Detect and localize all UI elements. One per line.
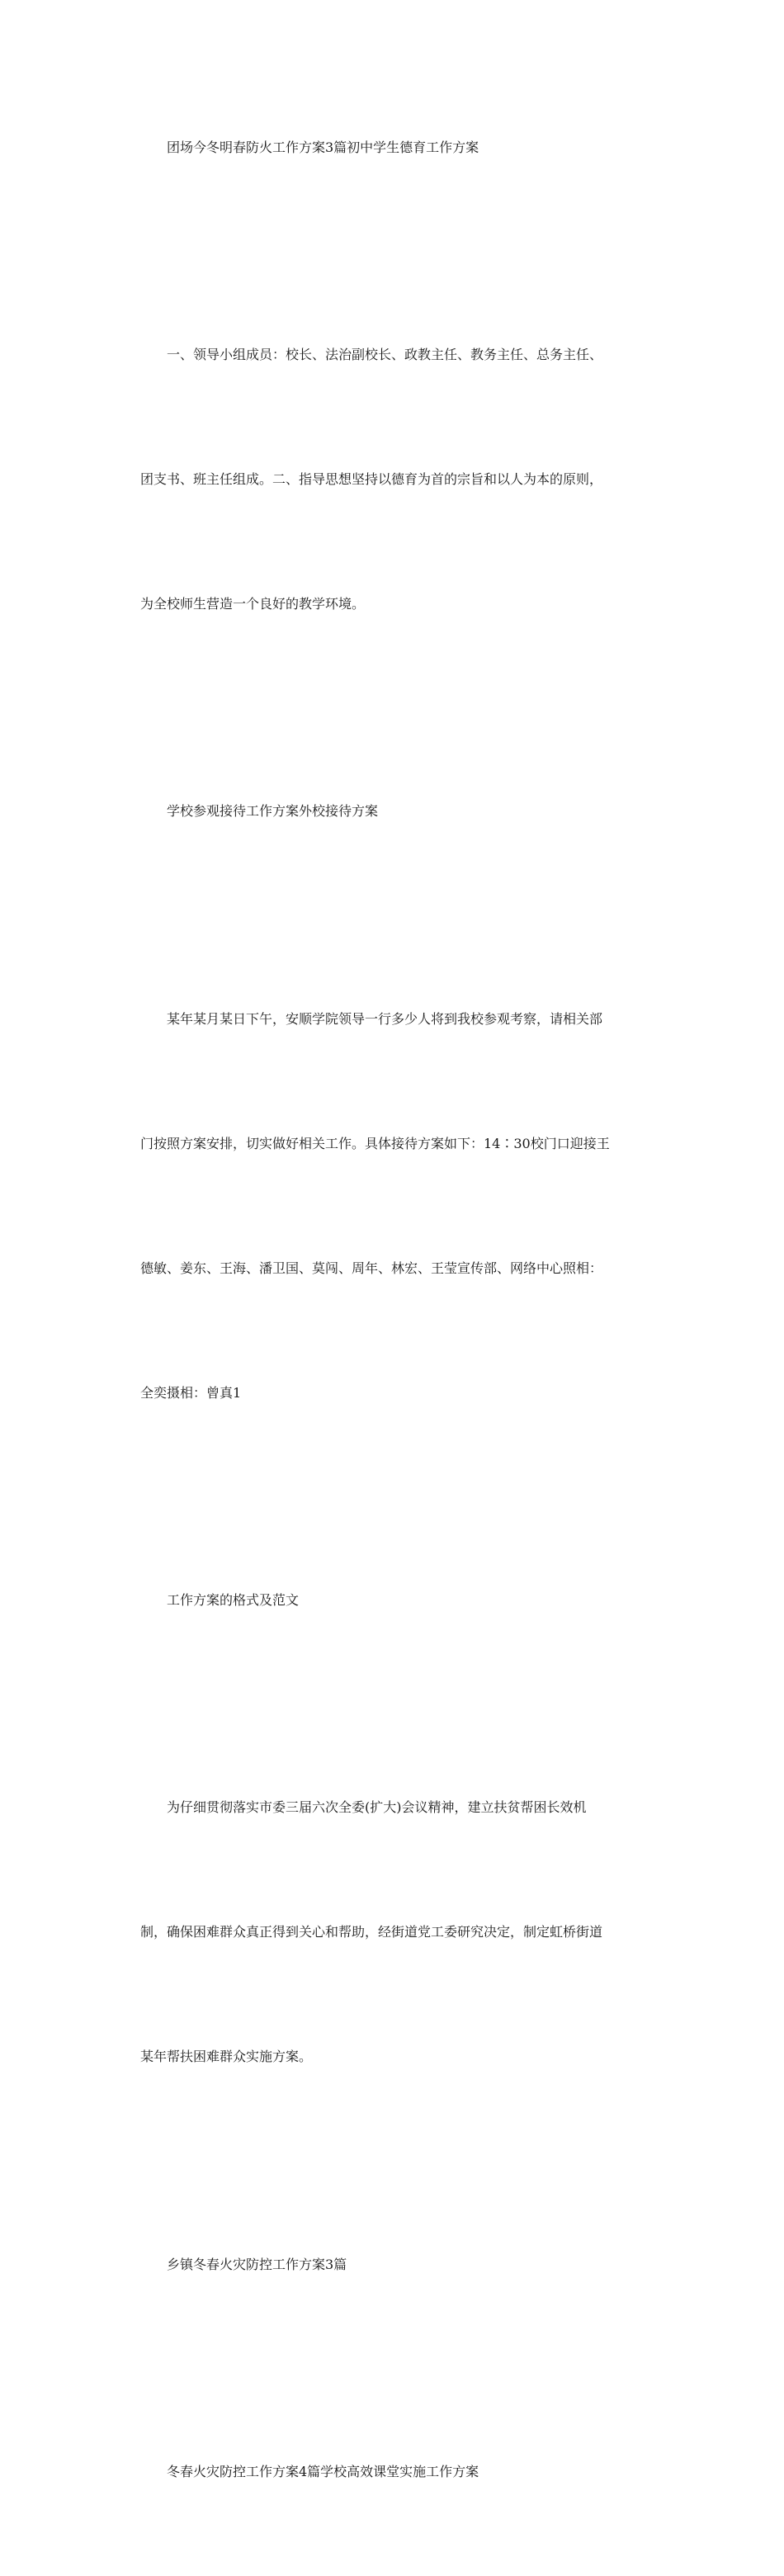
document-body bbox=[140, 44, 644, 2576]
paragraph-title-winter-fire bbox=[140, 2369, 644, 2576]
text-line: 某年某月某日下午，安顺学院领导一行多少人将到我校参观考察，请相关部 bbox=[167, 1010, 603, 1027]
paragraph-visit-details bbox=[140, 915, 644, 1496]
text-line: 团场今冬明春防火工作方案3篇初中学生德育工作方案 bbox=[167, 139, 479, 155]
paragraph-title-format bbox=[140, 1496, 644, 1704]
text-line: 冬春火灾防控工作方案4篇学校高效课堂实施工作方案 bbox=[167, 2464, 479, 2480]
text-line: 为全校师生营造一个良好的教学环境。 bbox=[140, 595, 366, 612]
text-line: 制，确保困难群众真正得到关心和帮助，经街道党工委研究决定，制定虹桥街道 bbox=[140, 1924, 603, 1940]
text-line: 团支书、班主任组成。二、指导思想坚持以德育为首的宗旨和以人为本的原则， bbox=[140, 470, 603, 487]
text-line: 为仔细贯彻落实市委三届六次全委(扩大)会议精神，建立扶贫帮困长效机 bbox=[167, 1799, 587, 1816]
text-line: 一、领导小组成员：校长、法治副校长、政教主任、教务主任、总务主任、 bbox=[167, 347, 603, 363]
paragraph-poverty-aid bbox=[140, 1704, 644, 2161]
paragraph-title-township-fire bbox=[140, 2161, 644, 2368]
paragraph-title-visit-reception bbox=[140, 708, 644, 915]
paragraph-leadership-group bbox=[140, 251, 644, 707]
text-line: 乡镇冬春火灾防控工作方案3篇 bbox=[167, 2256, 347, 2272]
text-line: 德敏、姜东、王海、潘卫国、莫闯、周年、林宏、王莹宣传部、网络中心照相： bbox=[140, 1260, 603, 1276]
paragraph-title-fire-prevention bbox=[140, 44, 644, 251]
text-line: 学校参观接待工作方案外校接待方案 bbox=[167, 803, 379, 820]
text-line: 全奕摄相：曾真1 bbox=[140, 1384, 242, 1401]
text-line: 工作方案的格式及范文 bbox=[167, 1591, 300, 1608]
text-line: 某年帮扶困难群众实施方案。 bbox=[140, 2049, 313, 2065]
text-line: 门按照方案安排，切实做好相关工作。具体接待方案如下：14∶30校门口迎接王 bbox=[140, 1135, 610, 1151]
